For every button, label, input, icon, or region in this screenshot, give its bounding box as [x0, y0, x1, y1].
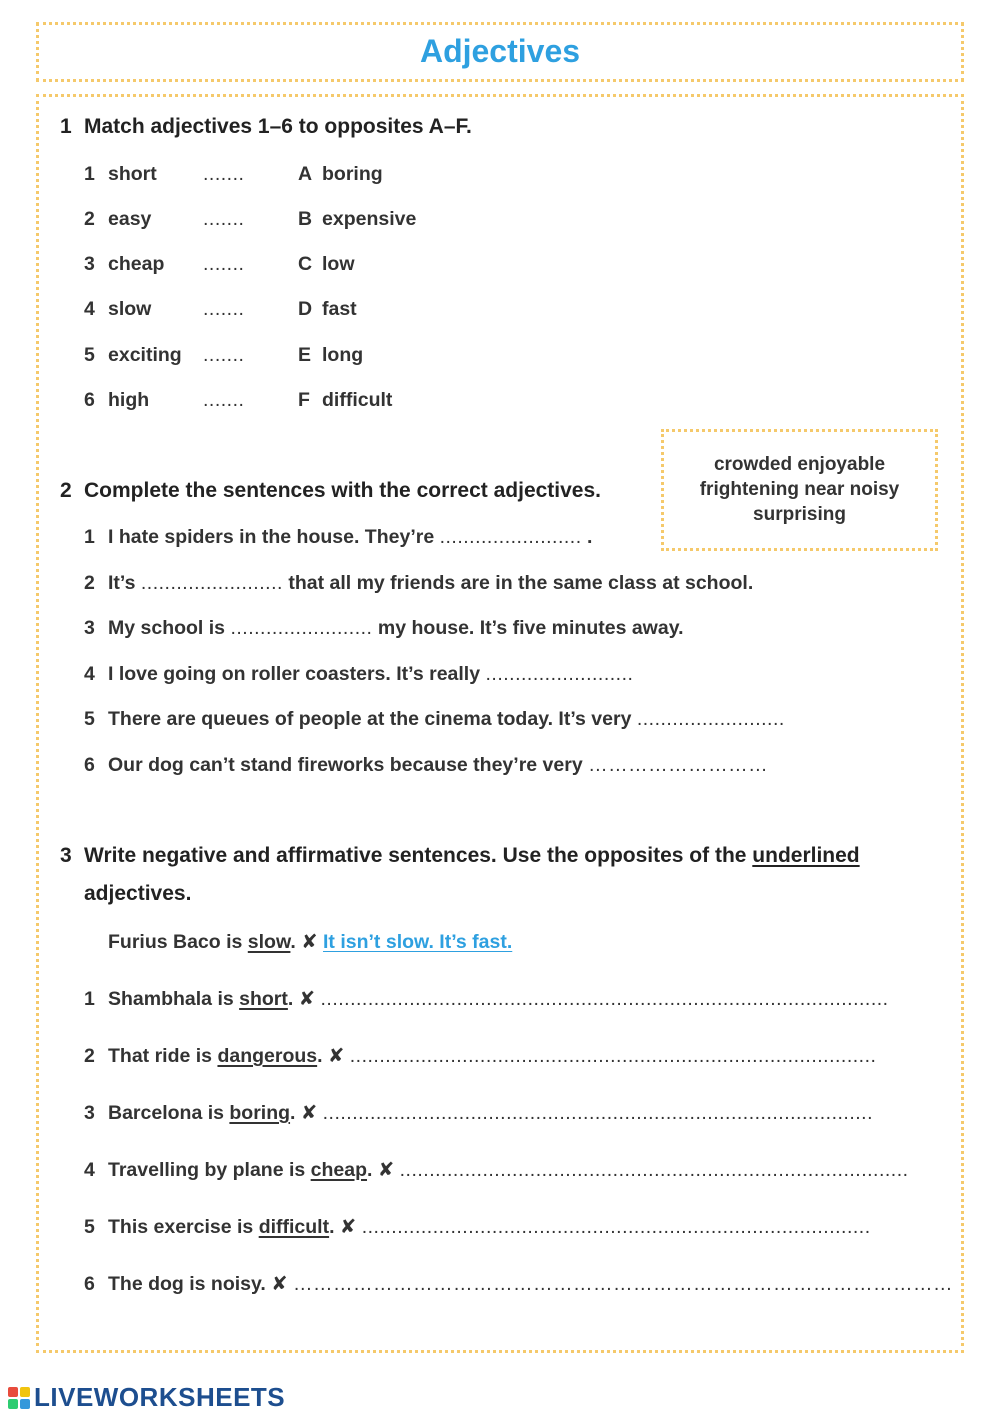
exercise1-item — [84, 163, 157, 186]
answer-blank[interactable]: ...................................................................................... — [361, 1216, 871, 1238]
opposite-option — [298, 389, 392, 412]
example-adjective: slow — [247, 931, 291, 953]
cross-mark: . ✘ — [290, 1102, 323, 1124]
opposite-option — [298, 344, 363, 367]
exercise3-heading-underlined: underlined — [752, 844, 860, 867]
opposite-option — [298, 208, 416, 231]
answer-blank[interactable]: ............................................................................................. — [322, 1102, 873, 1124]
sentence-start: Shambhala is — [108, 988, 240, 1010]
sentence-item — [84, 754, 768, 777]
answer-blank[interactable]: ....... — [203, 389, 245, 411]
sentence-start: Our dog can’t stand fireworks because they’re very — [108, 754, 589, 776]
item-number: 1 — [84, 163, 95, 185]
sentence-start: Travelling by plane is — [108, 1159, 311, 1181]
sentence-end: . — [581, 526, 593, 548]
option-word: expensive — [322, 208, 417, 230]
item-word: high — [108, 389, 150, 411]
exercise3-number: 3 — [60, 844, 72, 867]
item-word: cheap — [108, 253, 165, 275]
liveworksheets-logo[interactable] — [8, 1382, 285, 1412]
answer-blank[interactable]: ……………………… — [588, 754, 769, 776]
underlined-adjective: cheap — [310, 1159, 368, 1181]
exercise3-heading-text: Write negative and affirmative sentences. Use the opposites of the — [84, 844, 753, 867]
cross-mark: . ✘ — [367, 1159, 400, 1181]
sentence-start: I love going on roller coasters. It’s really — [108, 663, 486, 685]
item-word: easy — [108, 208, 152, 230]
exercise1-item — [84, 208, 151, 231]
rewrite-item — [84, 1272, 953, 1296]
answer-blank[interactable]: ........................ — [439, 526, 582, 548]
example-mark: . ✘ — [290, 931, 324, 953]
option-word: difficult — [322, 389, 393, 411]
sentence-item — [84, 526, 592, 549]
cross-mark: . ✘ — [317, 1045, 350, 1067]
answer-blank[interactable]: ....... — [203, 163, 245, 185]
sentence-start: Barcelona is — [108, 1102, 230, 1124]
option-letter: E — [298, 344, 312, 366]
item-number: 5 — [84, 1216, 95, 1238]
option-letter: A — [298, 163, 313, 185]
item-word: exciting — [108, 344, 182, 366]
exercise1-heading — [60, 115, 472, 139]
item-number: 6 — [84, 754, 95, 776]
answer-blank[interactable]: ........................ — [230, 617, 373, 639]
underlined-adjective: difficult — [258, 1216, 330, 1238]
underlined-adjective: short — [239, 988, 288, 1010]
item-number: 6 — [84, 389, 95, 411]
opposite-option — [298, 253, 355, 276]
logo-text: LIVEWORKSHEETS — [34, 1382, 286, 1412]
exercise2-number: 2 — [60, 479, 72, 502]
answer-blank[interactable]: ......................... — [636, 708, 785, 730]
option-word: fast — [322, 298, 357, 320]
example-sentence — [108, 930, 512, 954]
item-number: 2 — [84, 208, 95, 230]
exercise1-heading-text: Match adjectives 1–6 to opposites A–F. — [84, 115, 472, 138]
sentence-start: I hate spiders in the house. They’re — [108, 526, 440, 548]
answer-blank[interactable]: ....... — [203, 253, 245, 275]
answer-blank[interactable]: ......................................................................................... — [349, 1045, 877, 1067]
underlined-adjective: boring — [229, 1102, 291, 1124]
option-word: boring — [322, 163, 383, 185]
rewrite-item — [84, 987, 889, 1011]
answer-blank[interactable]: ...................................................................................... — [399, 1159, 909, 1181]
option-word: low — [322, 253, 355, 275]
sentence-start: That ride is — [108, 1045, 218, 1067]
logo-grid-icon — [8, 1387, 32, 1409]
option-letter: F — [298, 389, 310, 411]
item-number: 3 — [84, 617, 95, 639]
sentence-item — [84, 572, 753, 595]
sentence-item — [84, 663, 633, 686]
sentence-item — [84, 708, 785, 731]
item-word: slow — [108, 298, 152, 320]
answer-blank[interactable]: ........................ — [140, 572, 283, 594]
page-title: Adjectives — [419, 33, 581, 69]
exercise3-heading — [60, 844, 860, 868]
item-number: 5 — [84, 344, 95, 366]
item-number: 2 — [84, 1045, 95, 1067]
option-letter: C — [298, 253, 313, 275]
exercise1-item — [84, 389, 149, 412]
rewrite-item — [84, 1101, 873, 1125]
underlined-adjective: dangerous — [217, 1045, 318, 1067]
rewrite-item — [84, 1044, 876, 1068]
item-number: 6 — [84, 1273, 95, 1295]
item-number: 3 — [84, 1102, 95, 1124]
answer-blank[interactable]: ....... — [203, 208, 245, 230]
word-bank-line: frightening near noisy — [699, 479, 900, 500]
item-number: 4 — [84, 1159, 95, 1181]
answer-blank[interactable]: ....... — [203, 298, 245, 320]
item-number: 1 — [84, 988, 95, 1010]
cross-mark: . ✘ — [287, 988, 321, 1010]
sentence-start: My school is — [108, 617, 231, 639]
exercise1-item — [84, 253, 164, 276]
answer-blank[interactable]: ……………………………………………………………………………………… — [293, 1273, 953, 1295]
answer-blank[interactable]: ......................... — [485, 663, 634, 685]
example-answer: It isn’t slow. It’s fast. — [323, 931, 513, 953]
exercise1-item — [84, 344, 182, 367]
sentence-start: The dog is noisy. ✘ — [108, 1273, 293, 1295]
sentence-end: that all my friends are in the same class at school. — [282, 572, 754, 594]
item-number: 2 — [84, 572, 95, 594]
word-bank-box — [661, 429, 938, 551]
exercise3-heading-continued: adjectives. — [84, 882, 192, 905]
rewrite-item — [84, 1215, 871, 1239]
option-letter: B — [298, 208, 313, 230]
exercise1-number: 1 — [60, 115, 72, 138]
sentence-end: my house. It’s five minutes away. — [372, 617, 684, 639]
option-letter: D — [298, 298, 313, 320]
exercise2-heading-text: Complete the sentences with the correct adjectives. — [84, 479, 602, 502]
sentence-item — [84, 617, 684, 640]
opposite-option — [298, 163, 383, 186]
word-bank-line: crowded enjoyable — [713, 454, 886, 475]
sentence-start: It’s — [108, 572, 141, 594]
example-start: Furius Baco is — [108, 931, 248, 953]
answer-blank[interactable]: ....... — [203, 344, 245, 366]
title-box — [36, 22, 964, 82]
item-number: 5 — [84, 708, 95, 730]
exercise1-item — [84, 298, 151, 321]
cross-mark: . ✘ — [329, 1216, 362, 1238]
item-number: 1 — [84, 526, 95, 548]
rewrite-item — [84, 1158, 909, 1182]
sentence-start: There are queues of people at the cinema today. It’s very — [108, 708, 637, 730]
option-word: long — [322, 344, 364, 366]
opposite-option — [298, 298, 357, 321]
word-bank-line: surprising — [753, 504, 846, 525]
item-number: 4 — [84, 663, 95, 685]
sentence-start: This exercise is — [108, 1216, 259, 1238]
item-number: 4 — [84, 298, 95, 320]
answer-blank[interactable]: ................................................................................................ — [320, 988, 889, 1010]
item-word: short — [108, 163, 157, 185]
item-number: 3 — [84, 253, 95, 275]
exercise2-heading — [60, 479, 601, 503]
